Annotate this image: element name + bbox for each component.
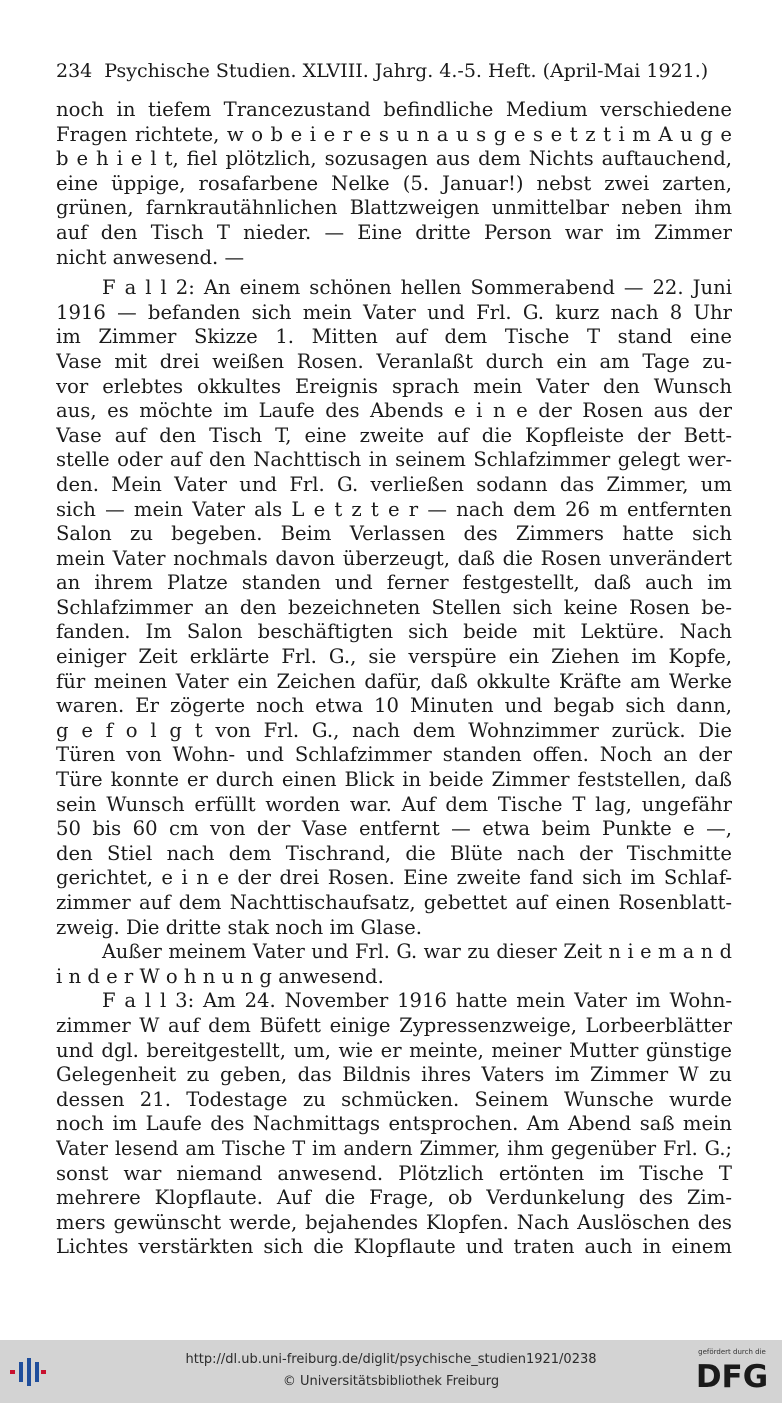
text-line: fanden. Im Salon beschäftigten sich beide mit Lektüre. Nach	[56, 620, 732, 644]
text-line: F a l l 2: An einem schönen hellen Sommerabend — 22. Juni	[102, 276, 732, 300]
text-line: mein Vater nochmals davon überzeugt, daß die Rosen unverändert	[56, 546, 732, 570]
text-line: dessen 21. Todestage zu schmücken. Seinem Wunsche wurde	[56, 1087, 732, 1111]
text-line: den Stiel nach dem Tischrand, die Blüte nach der Tischmitte	[56, 841, 732, 865]
dfg-logo-text: DFG	[695, 1359, 769, 1392]
text-line: 1916 — befanden sich mein Vater und Frl. G. kurz nach 8 Uhr	[56, 300, 732, 324]
text-line: auf den Tisch T nieder. — Eine dritte Person war im Zimmer	[56, 220, 732, 244]
text-line: Gelegenheit zu geben, das Bildnis ihres Vaters im Zimmer W zu	[56, 1063, 732, 1087]
text-line: Außer meinem Vater und Frl. G. war zu dieser Zeit n i e m a n d	[102, 940, 732, 964]
copyright-notice: © Universitätsbibliothek Freiburg	[282, 1374, 500, 1389]
text-line: Salon zu begeben. Beim Verlassen des Zimmers hatte sich	[56, 522, 732, 546]
text-line: nicht anwesend. —	[56, 245, 245, 269]
text-line: stelle oder auf den Nachttisch in seinem Schlafzimmer gelegt wer-	[56, 448, 732, 472]
text-line: sich — mein Vater als L e t z t e r — nach dem 26 m entfernten	[56, 497, 732, 521]
text-line: gerichtet, e i n e der drei Rosen. Eine zweite fand sich im Schlaf-	[56, 866, 732, 890]
footer-bar	[0, 1340, 782, 1403]
text-line: noch in tiefem Trancezustand befindliche Medium verschiedene	[56, 98, 732, 121]
text-line: grünen, farnkrautähnlichen Blattzweigen unmittelbar neben ihm	[56, 196, 732, 220]
text-line: noch im Laufe des Nachmittags entsprochen. Am Abend saß mein	[56, 1112, 732, 1136]
text-line: einiger Zeit erklärte Frl. G., sie verspüre ein Ziehen im Kopfe,	[56, 645, 732, 669]
text-line: mehrere Klopflaute. Auf die Frage, ob Verdunkelung des Zim-	[56, 1186, 732, 1210]
text-line: Fragen richtete, w o b e i e r e s u n a u s g e s e t z t i m A u g e	[56, 122, 732, 146]
text-line: den. Mein Vater und Frl. G. verließen sodann das Zimmer, um	[56, 472, 732, 496]
text-line: zimmer auf dem Nachttischaufsatz, gebettet auf einen Rosenblatt-	[56, 891, 732, 914]
text-line: Türe konnte er durch einen Blick in beide Zimmer feststellen, daß	[56, 768, 732, 792]
running-head: Psychische Studien. XLVIII. Jahrg. 4.-5. Heft. (April-Mai 1921.)	[104, 60, 709, 82]
text-line: Schlafzimmer an den bezeichneten Stellen sich keine Rosen be-	[56, 595, 732, 619]
text-line: g e f o l g t von Frl. G., nach dem Wohnzimmer zurück. Die	[56, 718, 732, 742]
text-line: Vater lesend am Tische T im andern Zimmer, ihm gegenüber Frl. G.;	[56, 1136, 732, 1160]
text-line: F a l l 3: Am 24. November 1916 hatte mein Vater im Wohn-	[102, 989, 732, 1013]
text-line: Vase auf den Tisch T, eine zweite auf die Kopfleiste der Bett-	[56, 423, 732, 447]
text-line: 50 bis 60 cm von der Vase entfernt — etwa beim Punkte e —,	[56, 817, 732, 841]
text-line: und dgl. bereitgestellt, um, wie er meinte, meiner Mutter günstige	[56, 1038, 732, 1062]
text-line: sonst war niemand anwesend. Plötzlich ertönten im Tische T	[56, 1161, 732, 1185]
text-line: aus, es möchte im Laufe des Abends e i n e der Rosen aus der	[56, 399, 732, 423]
text-line: Vase mit drei weißen Rosen. Veranlaßt durch ein am Tage zu-	[56, 349, 732, 373]
page-number: 234	[56, 60, 93, 82]
text-line: für meinen Vater ein Zeichen dafür, daß okkulte Kräfte am Werke	[56, 669, 732, 693]
text-line: Lichtes verstärkten sich die Klopflaute und traten auch in einem	[56, 1235, 732, 1259]
body-text	[56, 98, 732, 1260]
source-url-link[interactable]: http://dl.ub.uni-freiburg.de/diglit/psychische_studien1921/0238	[185, 1352, 597, 1367]
text-line: zimmer W auf dem Büfett einige Zypressenzweige, Lorbeerblätter	[56, 1013, 732, 1037]
text-line: Türen von Wohn- und Schlafzimmer standen offen. Noch an der	[56, 743, 732, 767]
dfg-logo-icon	[692, 1358, 772, 1392]
dfg-badge	[690, 1348, 774, 1398]
text-line: an ihrem Platze standen und ferner festgestellt, daß auch im	[56, 571, 732, 595]
text-line: eine üppige, rosafarbene Nelke (5. Januar!) nebst zwei zarten,	[56, 171, 732, 195]
text-line: i n d e r W o h n u n g anwesend.	[56, 964, 384, 988]
text-line: im Zimmer Skizze 1. Mitten auf dem Tische T stand eine	[56, 325, 732, 349]
ub-freiburg-logo-icon	[10, 1356, 46, 1388]
text-line: zweig. Die dritte stak noch im Glase.	[56, 915, 423, 939]
page-header	[56, 60, 732, 90]
text-line: waren. Er zögerte noch etwa 10 Minuten und begab sich dann,	[56, 694, 732, 718]
dfg-funding-note: gefördert durch die	[698, 1348, 766, 1356]
text-line: vor erlebtes okkultes Ereignis sprach mein Vater den Wunsch	[56, 374, 732, 398]
text-line: mers gewünscht werde, bejahendes Klopfen. Nach Auslöschen des	[56, 1210, 732, 1234]
text-line: b e h i e l t, fiel plötzlich, sozusagen aus dem Nichts auftauchend,	[56, 147, 732, 171]
text-line: sein Wunsch erfüllt worden war. Auf dem Tische T lag, ungefähr	[56, 792, 732, 816]
